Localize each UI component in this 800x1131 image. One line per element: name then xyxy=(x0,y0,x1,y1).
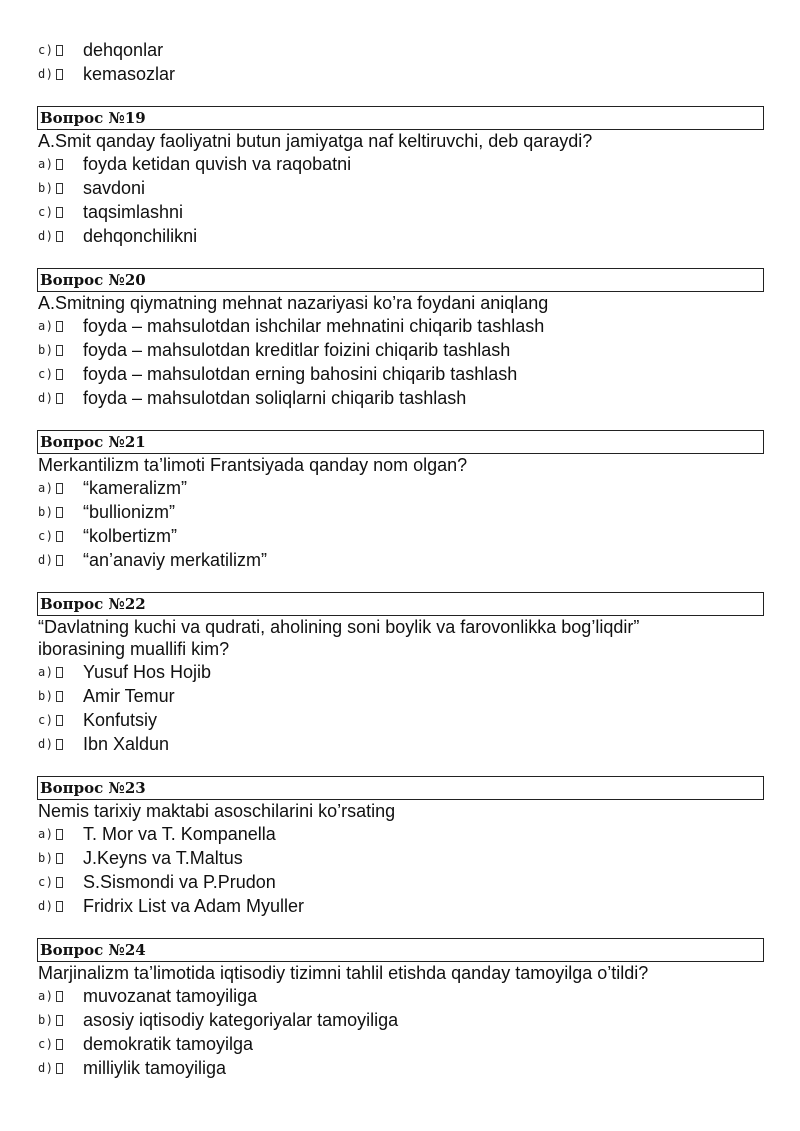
question-header-box xyxy=(37,430,764,454)
option-row xyxy=(38,38,163,62)
checkbox-glyph xyxy=(56,691,63,702)
question-header-box xyxy=(37,938,764,962)
option-text: dehqonchilikni xyxy=(83,226,198,246)
option-text: taqsimlashni xyxy=(83,202,184,222)
option-letter: d) xyxy=(38,737,83,751)
option-row xyxy=(38,314,544,338)
question-header-box xyxy=(37,776,764,800)
option-row xyxy=(38,200,183,224)
option-letter: a) xyxy=(38,989,83,1003)
option-letter: a) xyxy=(38,319,83,333)
option-text: “an’anaviy merkatilizm” xyxy=(83,550,268,570)
option-row xyxy=(38,708,157,732)
checkbox-glyph xyxy=(56,739,63,750)
question-text: Marjinalizm ta’limotida iqtisodiy tizimni tahlil etishda qanday tamoyilga o’tildi? xyxy=(38,963,649,983)
question-text: Merkantilizm ta’limoti Frantsiyada qanday nom olgan? xyxy=(38,455,468,475)
option-letter: c) xyxy=(38,875,83,889)
option-row xyxy=(38,224,197,248)
checkbox-glyph xyxy=(56,507,63,518)
checkbox-glyph xyxy=(56,531,63,542)
checkbox-glyph xyxy=(56,183,63,194)
option-letter: a) xyxy=(38,827,83,841)
option-row xyxy=(38,338,510,362)
option-letter: c) xyxy=(38,43,83,57)
option-letter: d) xyxy=(38,229,83,243)
option-text: asosiy iqtisodiy kategoriyalar tamoyiliga xyxy=(83,1010,399,1030)
question-header-box xyxy=(37,106,764,130)
option-letter: a) xyxy=(38,665,83,679)
option-row xyxy=(38,476,187,500)
checkbox-glyph xyxy=(56,991,63,1002)
checkbox-glyph xyxy=(56,69,63,80)
option-text: demokratik tamoyilga xyxy=(83,1034,254,1054)
option-text: kemasozlar xyxy=(83,64,176,84)
option-row xyxy=(38,870,276,894)
option-letter: a) xyxy=(38,157,83,171)
question-text-line2: iborasining muallifi kim? xyxy=(38,639,230,659)
option-text: Ibn Xaldun xyxy=(83,734,170,754)
option-text: savdoni xyxy=(83,178,146,198)
option-text: “kolbertizm” xyxy=(83,526,178,546)
checkbox-glyph xyxy=(56,715,63,726)
option-row xyxy=(38,684,175,708)
option-letter: d) xyxy=(38,553,83,567)
checkbox-glyph xyxy=(56,667,63,678)
question-header: Вопрос №20 xyxy=(40,271,146,289)
checkbox-glyph xyxy=(56,1063,63,1074)
question-header-box xyxy=(37,592,764,616)
option-letter: b) xyxy=(38,851,83,865)
option-text: T. Mor va T. Kompanella xyxy=(83,824,276,844)
option-text: foyda ketidan quvish va raqobatni xyxy=(83,154,352,174)
option-text: “kameralizm” xyxy=(83,478,188,498)
option-text: foyda – mahsulotdan ishchilar mehnatini chiqarib tashlash xyxy=(83,316,545,336)
option-text: Fridrix List va Adam Myuller xyxy=(83,896,305,916)
option-text: S.Sismondi va P.Prudon xyxy=(83,872,276,892)
option-text: Amir Temur xyxy=(83,686,175,706)
option-letter: b) xyxy=(38,1013,83,1027)
option-letter: b) xyxy=(38,343,83,357)
option-letter: c) xyxy=(38,529,83,543)
checkbox-glyph xyxy=(56,393,63,404)
option-row xyxy=(38,1032,253,1056)
checkbox-glyph xyxy=(56,159,63,170)
checkbox-glyph xyxy=(56,829,63,840)
option-letter: a) xyxy=(38,481,83,495)
option-letter: b) xyxy=(38,689,83,703)
option-letter: d) xyxy=(38,899,83,913)
checkbox-glyph xyxy=(56,901,63,912)
question-header-box xyxy=(37,268,764,292)
option-row xyxy=(38,524,177,548)
option-row xyxy=(38,362,517,386)
option-row xyxy=(38,660,211,684)
option-letter: c) xyxy=(38,1037,83,1051)
option-row xyxy=(38,822,276,846)
option-letter: d) xyxy=(38,67,83,81)
option-row xyxy=(38,732,169,756)
checkbox-glyph xyxy=(56,555,63,566)
question-text: A.Smit qanday faoliyatni butun jamiyatga naf keltiruvchi, deb qaraydi? xyxy=(38,131,593,151)
option-text: milliylik tamoyiliga xyxy=(83,1058,227,1078)
option-text: foyda – mahsulotdan soliqlarni chiqarib tashlash xyxy=(83,388,467,408)
option-text: Yusuf Hos Hojib xyxy=(83,662,212,682)
question-text: Nemis tarixiy maktabi asoschilarini ko’rsating xyxy=(38,801,396,821)
question-header: Вопрос №19 xyxy=(40,109,146,127)
option-row xyxy=(38,1008,398,1032)
option-row xyxy=(38,894,304,918)
option-row xyxy=(38,1056,226,1080)
option-letter: c) xyxy=(38,713,83,727)
checkbox-glyph xyxy=(56,45,63,56)
option-letter: c) xyxy=(38,205,83,219)
question-header: Вопрос №21 xyxy=(40,433,146,451)
option-row xyxy=(38,548,267,572)
option-letter: b) xyxy=(38,505,83,519)
question-text-line1: “Davlatning kuchi va qudrati, aholining soni boylik va farovonlikka bog’liqdir” xyxy=(38,617,640,637)
checkbox-glyph xyxy=(56,345,63,356)
checkbox-glyph xyxy=(56,1039,63,1050)
option-row xyxy=(38,984,257,1008)
option-letter: d) xyxy=(38,391,83,405)
option-text: J.Keyns va T.Maltus xyxy=(83,848,243,868)
option-text: foyda – mahsulotdan kreditlar foizini chiqarib tashlash xyxy=(83,340,511,360)
checkbox-glyph xyxy=(56,369,63,380)
option-row xyxy=(38,500,175,524)
question-header: Вопрос №22 xyxy=(40,595,146,613)
option-row xyxy=(38,846,243,870)
option-text: muvozanat tamoyiliga xyxy=(83,986,258,1006)
option-row xyxy=(38,386,466,410)
question-text: A.Smitning qiymatning mehnat nazariyasi ko’ra foydani aniqlang xyxy=(38,293,549,313)
option-letter: b) xyxy=(38,181,83,195)
question-header: Вопрос №23 xyxy=(40,779,146,797)
option-letter: c) xyxy=(38,367,83,381)
checkbox-glyph xyxy=(56,321,63,332)
option-row xyxy=(38,152,351,176)
option-text: foyda – mahsulotdan erning bahosini chiqarib tashlash xyxy=(83,364,518,384)
checkbox-glyph xyxy=(56,483,63,494)
option-row xyxy=(38,62,175,86)
checkbox-glyph xyxy=(56,853,63,864)
option-letter: d) xyxy=(38,1061,83,1075)
checkbox-glyph xyxy=(56,877,63,888)
option-text: dehqonlar xyxy=(83,40,164,60)
checkbox-glyph xyxy=(56,231,63,242)
checkbox-glyph xyxy=(56,207,63,218)
option-text: Konfutsiy xyxy=(83,710,158,730)
checkbox-glyph xyxy=(56,1015,63,1026)
option-row xyxy=(38,176,145,200)
question-header: Вопрос №24 xyxy=(40,941,146,959)
option-text: “bullionizm” xyxy=(83,502,176,522)
